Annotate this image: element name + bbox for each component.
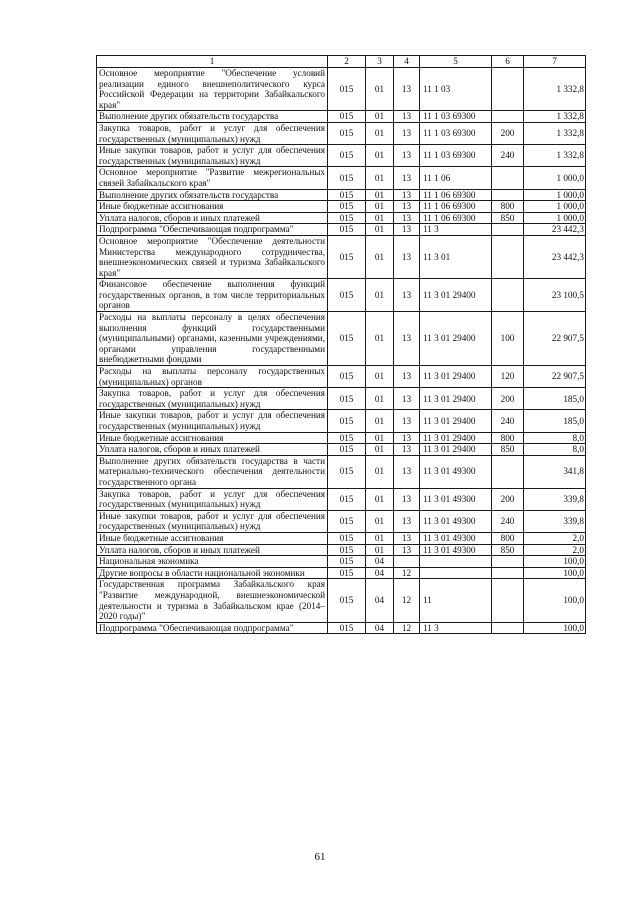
ministry-code-cell: 015 xyxy=(328,68,366,111)
expense-type-cell: 850 xyxy=(492,544,524,556)
table-row xyxy=(97,366,586,388)
section-code-cell: 01 xyxy=(366,235,394,278)
expense-name-cell: Другие вопросы в области национальной экономики xyxy=(97,567,328,579)
expense-type-cell: 120 xyxy=(492,366,524,388)
subsection-code-cell xyxy=(394,556,420,568)
section-code-cell: 01 xyxy=(366,212,394,224)
section-code-cell: 01 xyxy=(366,224,394,236)
subsection-code-cell: 13 xyxy=(394,312,420,366)
amount-cell: 100,0 xyxy=(524,556,586,568)
table-row xyxy=(97,488,586,510)
section-code-cell: 01 xyxy=(366,366,394,388)
expense-type-cell: 800 xyxy=(492,532,524,544)
target-article-cell: 11 3 01 29400 xyxy=(420,388,492,410)
expense-name-cell: Уплата налогов, сборов и иных платежей xyxy=(97,544,328,556)
table-row xyxy=(97,212,586,224)
table-row xyxy=(97,444,586,456)
expense-type-cell: 100 xyxy=(492,312,524,366)
ministry-code-cell: 015 xyxy=(328,579,366,622)
target-article-cell: 11 1 06 69300 xyxy=(420,212,492,224)
expense-type-cell xyxy=(492,556,524,568)
ministry-code-cell: 015 xyxy=(328,556,366,568)
expense-type-cell: 200 xyxy=(492,122,524,144)
target-article-cell: 11 3 01 29400 xyxy=(420,312,492,366)
target-article-cell: 11 3 01 29400 xyxy=(420,366,492,388)
expense-name-cell: Уплата налогов, сборов и иных платежей xyxy=(97,444,328,456)
ministry-code-cell: 015 xyxy=(328,224,366,236)
section-code-cell: 01 xyxy=(366,432,394,444)
section-code-cell: 01 xyxy=(366,410,394,432)
table-row xyxy=(97,510,586,532)
ministry-code-cell: 015 xyxy=(328,444,366,456)
target-article-cell: 11 3 01 49300 xyxy=(420,510,492,532)
section-code-cell: 01 xyxy=(366,388,394,410)
amount-cell: 1 332,8 xyxy=(524,111,586,123)
table-row xyxy=(97,579,586,622)
ministry-code-cell: 015 xyxy=(328,532,366,544)
subsection-code-cell: 12 xyxy=(394,622,420,634)
target-article-cell: 11 1 03 69300 xyxy=(420,122,492,144)
expense-type-cell xyxy=(492,68,524,111)
ministry-code-cell: 015 xyxy=(328,432,366,444)
table-row xyxy=(97,622,586,634)
table-row xyxy=(97,224,586,236)
expense-type-cell: 200 xyxy=(492,388,524,410)
table-row xyxy=(97,556,586,568)
expense-type-cell xyxy=(492,622,524,634)
target-article-cell: 11 3 01 49300 xyxy=(420,532,492,544)
subsection-code-cell: 12 xyxy=(394,567,420,579)
table-row xyxy=(97,567,586,579)
column-header: 6 xyxy=(492,56,524,68)
section-code-cell: 01 xyxy=(366,544,394,556)
table-row xyxy=(97,279,586,312)
target-article-cell: 11 xyxy=(420,579,492,622)
ministry-code-cell: 015 xyxy=(328,488,366,510)
subsection-code-cell: 13 xyxy=(394,432,420,444)
table-row xyxy=(97,68,586,111)
subsection-code-cell: 13 xyxy=(394,410,420,432)
section-code-cell: 01 xyxy=(366,455,394,488)
expense-type-cell xyxy=(492,579,524,622)
target-article-cell: 11 1 03 69300 xyxy=(420,145,492,167)
ministry-code-cell: 015 xyxy=(328,212,366,224)
ministry-code-cell: 015 xyxy=(328,312,366,366)
ministry-code-cell: 015 xyxy=(328,455,366,488)
expense-type-cell: 240 xyxy=(492,510,524,532)
subsection-code-cell: 13 xyxy=(394,111,420,123)
section-code-cell: 04 xyxy=(366,556,394,568)
column-header: 2 xyxy=(328,56,366,68)
ministry-code-cell: 015 xyxy=(328,189,366,201)
table-row xyxy=(97,145,586,167)
table-row xyxy=(97,189,586,201)
table-row xyxy=(97,388,586,410)
expense-type-cell: 240 xyxy=(492,410,524,432)
target-article-cell: 11 1 06 xyxy=(420,167,492,189)
table-row xyxy=(97,111,586,123)
section-code-cell: 01 xyxy=(366,279,394,312)
amount-cell: 1 332,8 xyxy=(524,145,586,167)
section-code-cell: 01 xyxy=(366,122,394,144)
amount-cell: 100,0 xyxy=(524,579,586,622)
expense-type-cell: 200 xyxy=(492,488,524,510)
page-number: 61 xyxy=(314,851,326,863)
expense-name-cell: Иные закупки товаров, работ и услуг для обеспечения государственных (муниципальных) нужд xyxy=(97,510,328,532)
ministry-code-cell: 015 xyxy=(328,366,366,388)
expense-name-cell: Иные закупки товаров, работ и услуг для обеспечения государственных (муниципальных) нужд xyxy=(97,145,328,167)
expense-type-cell xyxy=(492,167,524,189)
amount-cell: 339,8 xyxy=(524,510,586,532)
table-row xyxy=(97,432,586,444)
amount-cell: 100,0 xyxy=(524,622,586,634)
subsection-code-cell: 13 xyxy=(394,122,420,144)
table-row xyxy=(97,544,586,556)
section-code-cell: 01 xyxy=(366,312,394,366)
subsection-code-cell: 13 xyxy=(394,224,420,236)
ministry-code-cell: 015 xyxy=(328,544,366,556)
ministry-code-cell: 015 xyxy=(328,567,366,579)
subsection-code-cell: 13 xyxy=(394,455,420,488)
expense-name-cell: Национальная экономика xyxy=(97,556,328,568)
target-article-cell xyxy=(420,567,492,579)
table-row xyxy=(97,410,586,432)
section-code-cell: 01 xyxy=(366,145,394,167)
target-article-cell: 11 1 03 69300 xyxy=(420,111,492,123)
amount-cell: 23 442,3 xyxy=(524,235,586,278)
table-row xyxy=(97,532,586,544)
ministry-code-cell: 015 xyxy=(328,388,366,410)
budget-table-body xyxy=(97,56,586,634)
ministry-code-cell: 015 xyxy=(328,111,366,123)
amount-cell: 23 100,5 xyxy=(524,279,586,312)
subsection-code-cell: 13 xyxy=(394,488,420,510)
table-header-row xyxy=(97,56,586,68)
section-code-cell: 01 xyxy=(366,189,394,201)
section-code-cell: 04 xyxy=(366,579,394,622)
expense-name-cell: Иные бюджетные ассигнования xyxy=(97,432,328,444)
amount-cell: 341,8 xyxy=(524,455,586,488)
subsection-code-cell: 13 xyxy=(394,544,420,556)
expense-name-cell: Выполнение других обязательств государства xyxy=(97,111,328,123)
expense-type-cell: 800 xyxy=(492,432,524,444)
expense-name-cell: Подпрограмма "Обеспечивающая подпрограмма" xyxy=(97,622,328,634)
expense-type-cell: 240 xyxy=(492,145,524,167)
table-row xyxy=(97,455,586,488)
amount-cell: 1 000,0 xyxy=(524,201,586,213)
section-code-cell: 01 xyxy=(366,201,394,213)
expense-name-cell: Выполнение других обязательств государства xyxy=(97,189,328,201)
amount-cell: 1 332,8 xyxy=(524,122,586,144)
target-article-cell: 11 3 01 49300 xyxy=(420,544,492,556)
column-header: 1 xyxy=(97,56,328,68)
amount-cell: 1 000,0 xyxy=(524,189,586,201)
amount-cell: 185,0 xyxy=(524,410,586,432)
expense-type-cell: 850 xyxy=(492,444,524,456)
subsection-code-cell: 13 xyxy=(394,145,420,167)
expense-type-cell: 850 xyxy=(492,212,524,224)
ministry-code-cell: 015 xyxy=(328,167,366,189)
expense-type-cell xyxy=(492,189,524,201)
target-article-cell: 11 3 xyxy=(420,622,492,634)
column-header: 4 xyxy=(394,56,420,68)
amount-cell: 185,0 xyxy=(524,388,586,410)
amount-cell: 2,0 xyxy=(524,532,586,544)
expense-name-cell: Закупка товаров, работ и услуг для обеспечения государственных (муниципальных) нужд xyxy=(97,122,328,144)
amount-cell: 8,0 xyxy=(524,444,586,456)
ministry-code-cell: 015 xyxy=(328,145,366,167)
target-article-cell: 11 1 03 xyxy=(420,68,492,111)
expense-name-cell: Расходы на выплаты персоналу в целях обеспечения выполнения функций государственными (муниципальными) органами, казенными учреждениями, органами управления государственными внебюджетными фондами xyxy=(97,312,328,366)
target-article-cell: 11 1 06 69300 xyxy=(420,189,492,201)
ministry-code-cell: 015 xyxy=(328,235,366,278)
subsection-code-cell: 13 xyxy=(394,167,420,189)
subsection-code-cell: 13 xyxy=(394,201,420,213)
ministry-code-cell: 015 xyxy=(328,279,366,312)
amount-cell: 1 332,8 xyxy=(524,68,586,111)
expense-name-cell: Иные бюджетные ассигнования xyxy=(97,201,328,213)
expense-type-cell xyxy=(492,235,524,278)
target-article-cell xyxy=(420,556,492,568)
subsection-code-cell: 13 xyxy=(394,366,420,388)
amount-cell: 8,0 xyxy=(524,432,586,444)
expense-type-cell xyxy=(492,279,524,312)
expense-name-cell: Финансовое обеспечение выполнения функций государственных органов, в том числе территориальных органов xyxy=(97,279,328,312)
subsection-code-cell: 13 xyxy=(394,388,420,410)
expense-name-cell: Закупка товаров, работ и услуг для обеспечения государственных (муниципальных) нужд xyxy=(97,488,328,510)
subsection-code-cell: 13 xyxy=(394,68,420,111)
ministry-code-cell: 015 xyxy=(328,122,366,144)
subsection-code-cell: 13 xyxy=(394,532,420,544)
amount-cell: 22 907,5 xyxy=(524,312,586,366)
expense-name-cell: Расходы на выплаты персоналу государственных (муниципальных) органов xyxy=(97,366,328,388)
target-article-cell: 11 3 01 29400 xyxy=(420,410,492,432)
amount-cell: 100,0 xyxy=(524,567,586,579)
section-code-cell: 01 xyxy=(366,167,394,189)
expense-name-cell: Иные закупки товаров, работ и услуг для обеспечения государственных (муниципальных) нужд xyxy=(97,410,328,432)
amount-cell: 1 000,0 xyxy=(524,167,586,189)
expense-name-cell: Уплата налогов, сборов и иных платежей xyxy=(97,212,328,224)
section-code-cell: 04 xyxy=(366,567,394,579)
expense-name-cell: Подпрограмма "Обеспечивающая подпрограмма" xyxy=(97,224,328,236)
subsection-code-cell: 13 xyxy=(394,279,420,312)
amount-cell: 22 907,5 xyxy=(524,366,586,388)
section-code-cell: 04 xyxy=(366,622,394,634)
section-code-cell: 01 xyxy=(366,532,394,544)
expense-type-cell xyxy=(492,111,524,123)
budget-table xyxy=(96,55,586,634)
table-row xyxy=(97,201,586,213)
section-code-cell: 01 xyxy=(366,510,394,532)
expense-name-cell: Основное мероприятие "Обеспечение деятельности Министерства международного сотрудничества, внешнеэкономических связей и туризма Забайкальского края" xyxy=(97,235,328,278)
amount-cell: 1 000,0 xyxy=(524,212,586,224)
column-header: 3 xyxy=(366,56,394,68)
expense-name-cell: Государственная программа Забайкальского края "Развитие международной, внешнеэкономической деятельности и туризма в Забайкальском крае (2014–2020 годы)" xyxy=(97,579,328,622)
expense-name-cell: Основное мероприятие "Развитие межрегиональных связей Забайкальского края" xyxy=(97,167,328,189)
section-code-cell: 01 xyxy=(366,111,394,123)
expense-type-cell xyxy=(492,567,524,579)
subsection-code-cell: 13 xyxy=(394,212,420,224)
expense-type-cell xyxy=(492,455,524,488)
amount-cell: 339,8 xyxy=(524,488,586,510)
target-article-cell: 11 1 06 69300 xyxy=(420,201,492,213)
target-article-cell: 11 3 01 29400 xyxy=(420,432,492,444)
subsection-code-cell: 13 xyxy=(394,189,420,201)
expense-name-cell: Закупка товаров, работ и услуг для обеспечения государственных (муниципальных) нужд xyxy=(97,388,328,410)
ministry-code-cell: 015 xyxy=(328,410,366,432)
target-article-cell: 11 3 01 29400 xyxy=(420,444,492,456)
expense-name-cell: Выполнение других обязательств государства в части материально-технического обеспечения деятельности государственного органа xyxy=(97,455,328,488)
amount-cell: 2,0 xyxy=(524,544,586,556)
subsection-code-cell: 13 xyxy=(394,510,420,532)
expense-name-cell: Основное мероприятие "Обеспечение условий реализации единого внешнеполитического курса Российской Федерации на территории Забайкальского края" xyxy=(97,68,328,111)
table-row xyxy=(97,122,586,144)
expense-type-cell xyxy=(492,224,524,236)
ministry-code-cell: 015 xyxy=(328,622,366,634)
column-header: 7 xyxy=(524,56,586,68)
ministry-code-cell: 015 xyxy=(328,510,366,532)
table-row xyxy=(97,167,586,189)
target-article-cell: 11 3 01 49300 xyxy=(420,455,492,488)
subsection-code-cell: 13 xyxy=(394,444,420,456)
amount-cell: 23 442,3 xyxy=(524,224,586,236)
column-header: 5 xyxy=(420,56,492,68)
table-row xyxy=(97,235,586,278)
section-code-cell: 01 xyxy=(366,488,394,510)
target-article-cell: 11 3 01 xyxy=(420,235,492,278)
target-article-cell: 11 3 xyxy=(420,224,492,236)
subsection-code-cell: 13 xyxy=(394,235,420,278)
section-code-cell: 01 xyxy=(366,68,394,111)
target-article-cell: 11 3 01 49300 xyxy=(420,488,492,510)
expense-type-cell: 800 xyxy=(492,201,524,213)
section-code-cell: 01 xyxy=(366,444,394,456)
target-article-cell: 11 3 01 29400 xyxy=(420,279,492,312)
subsection-code-cell: 12 xyxy=(394,579,420,622)
table-row xyxy=(97,312,586,366)
ministry-code-cell: 015 xyxy=(328,201,366,213)
expense-name-cell: Иные бюджетные ассигнования xyxy=(97,532,328,544)
